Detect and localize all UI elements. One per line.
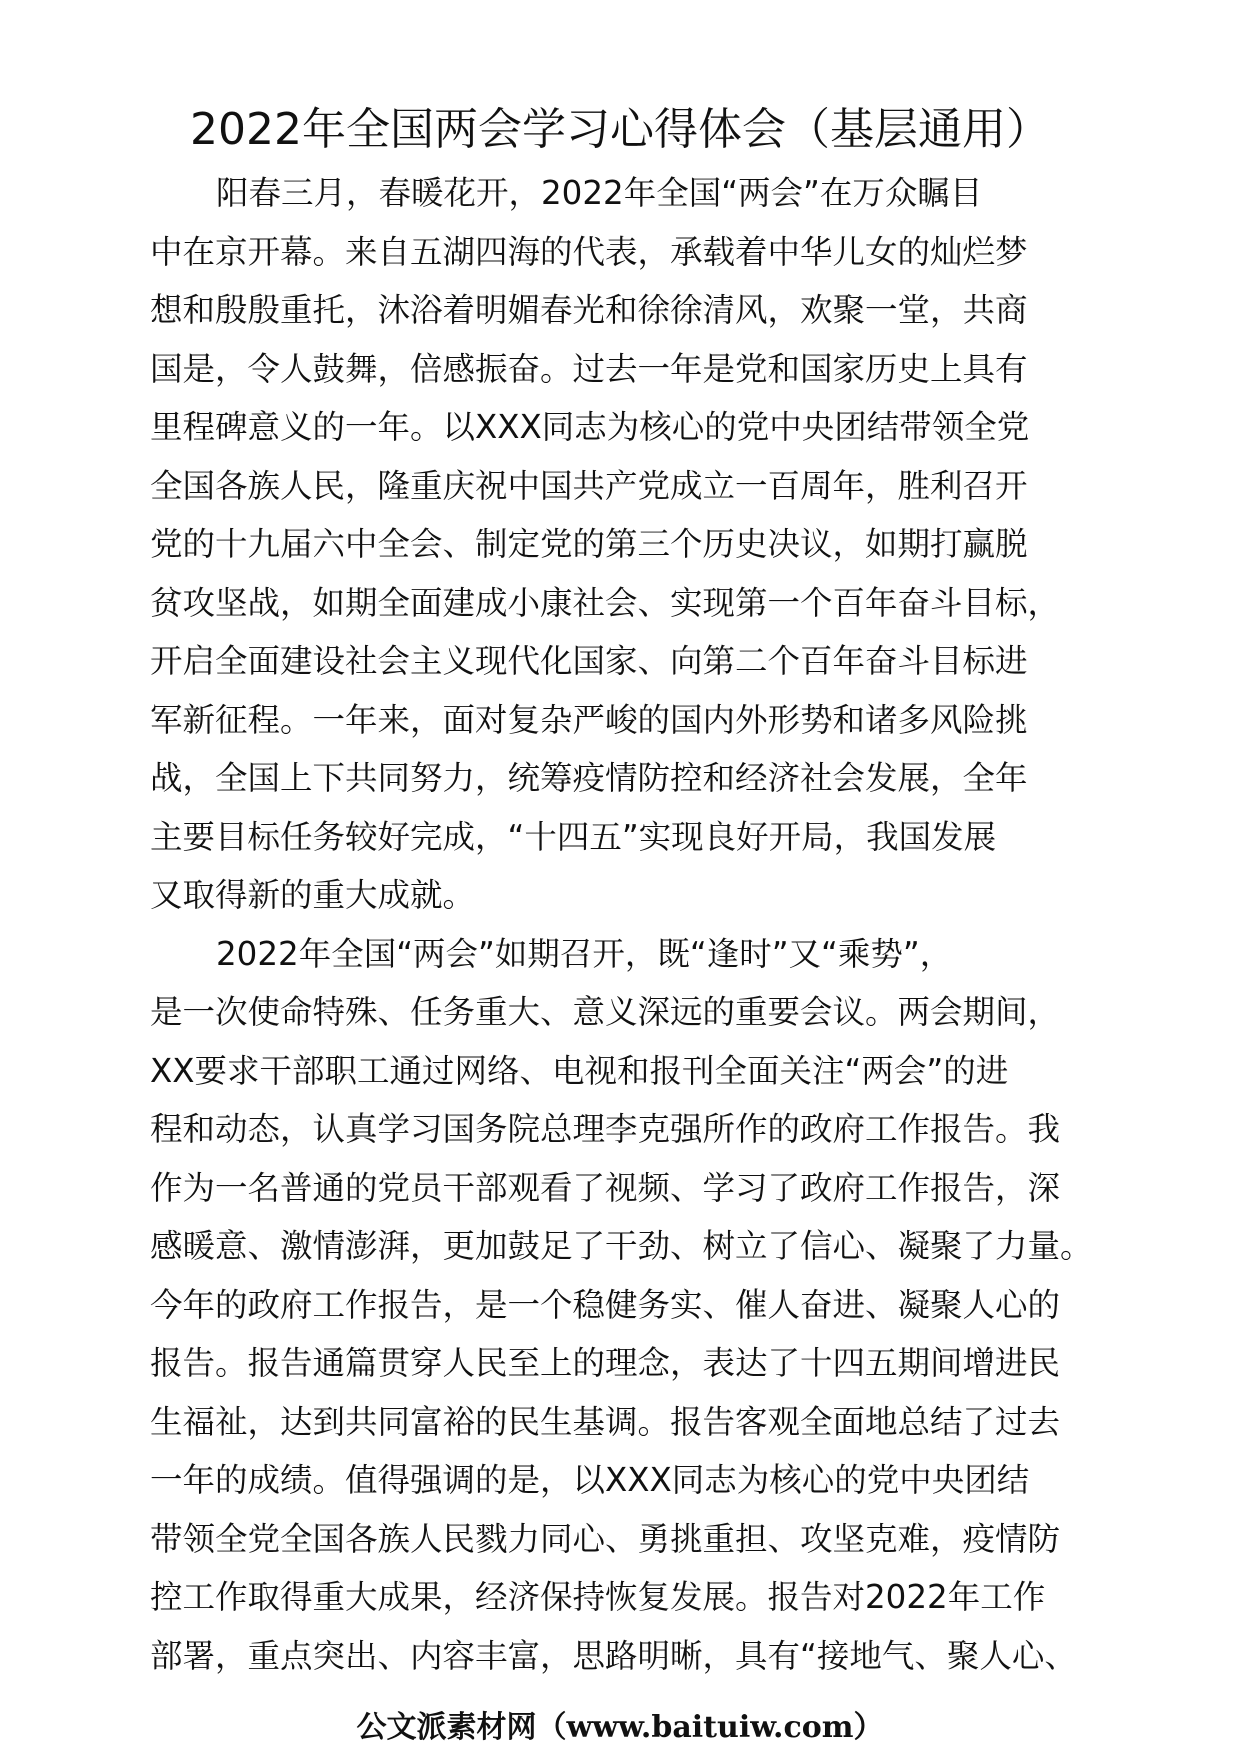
text-line: 党的十九届六中全会、制定党的第三个历史决议，如期打赢脱 [150, 525, 1028, 563]
text-line: 2022年全国“两会”如期召开，既“逢时”又“乘势”， [216, 934, 953, 973]
text-line: 程和动态，认真学习国务院总理李克强所作的政府工作报告。我 [150, 1110, 1061, 1148]
text-line: 战，全国上下共同努力，统筹疫情防控和经济社会发展，全年 [150, 759, 1028, 797]
text-line: 感暖意、激情澎湃，更加鼓足了干劲、树立了信心、凝聚了力量。 [150, 1227, 1093, 1265]
text-line: 军新征程。一年来，面对复杂严峻的国内外形势和诸多风险挑 [150, 700, 1028, 739]
text-line: 是一次使命特殊、任务重大、意义深远的重要会议。两会期间， [150, 993, 1061, 1031]
text-line: 国是，令人鼓舞，倍感振奋。过去一年是党和国家历史上具有 [150, 349, 1028, 388]
paragraph-2 [150, 925, 1100, 1686]
text-line: 作为一名普通的党员干部观看了视频、学习了政府工作报告，深 [150, 1168, 1061, 1207]
text-line: 全国各族人民，隆重庆祝中国共产党成立一百周年，胜利召开 [150, 466, 1028, 505]
text-line: 今年的政府工作报告，是一个稳健务实、催人奋进、凝聚人心的 [150, 1285, 1061, 1324]
text-line: XX要求干部职工通过网络、电视和报刊全面关注“两会”的进 [150, 1051, 1009, 1090]
document-title: 2022年全国两会学习心得体会（基层通用） [190, 104, 1050, 155]
text-line: 想和殷殷重托，沐浴着明媚春光和徐徐清风，欢聚一堂，共商 [150, 291, 1028, 329]
text-line: 报告。报告通篇贯穿人民至上的理念，表达了十四五期间增进民 [150, 1344, 1061, 1382]
document-body [150, 164, 1100, 1685]
text-line: 控工作取得重大成果，经济保持恢复发展。报告对2022年工作 [150, 1578, 1046, 1616]
text-line: 一年的成绩。值得强调的是，以XXX同志为核心的党中央团结 [150, 1461, 1030, 1499]
paragraph-1 [150, 164, 1100, 925]
text-line: 中在京开幕。来自五湖四海的代表，承载着中华儿女的灿烂梦 [150, 232, 1028, 271]
text-line: 开启全面建设社会主义现代化国家、向第二个百年奋斗目标进 [150, 642, 1028, 680]
text-line: 带领全党全国各族人民戮力同心、勇挑重担、攻坚克难，疫情防 [150, 1519, 1061, 1558]
text-line: 贫攻坚战，如期全面建成小康社会、实现第一个百年奋斗目标， [150, 583, 1061, 622]
text-line: 阳春三月，春暖花开，2022年全国“两会”在万众瞩目 [216, 174, 983, 212]
text-line: 主要目标任务较好完成，“十四五”实现良好开局，我国发展 [150, 817, 997, 856]
text-line: 又取得新的重大成就。 [150, 876, 476, 914]
text-line: 里程碑意义的一年。以XXX同志为核心的党中央团结带领全党 [150, 408, 1030, 446]
text-line: 部署，重点突出、内容丰富，思路明晰，具有“接地气、聚人心、 [150, 1636, 1077, 1675]
watermark-footer: 公文派素材网（www.baituiw.com） [356, 1710, 884, 1745]
text-line: 生福祉，达到共同富裕的民生基调。报告客观全面地总结了过去 [150, 1402, 1061, 1441]
